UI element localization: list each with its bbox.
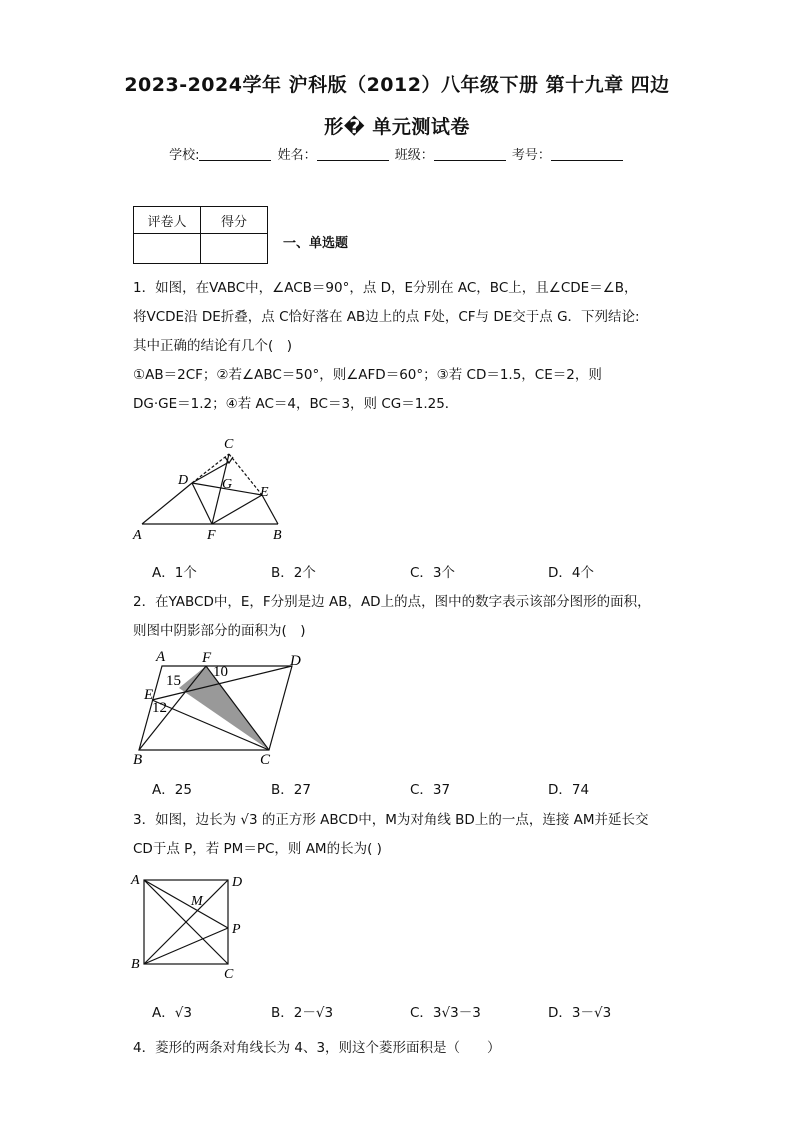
label-c: C	[260, 752, 271, 768]
section-heading: 一、单选题	[283, 236, 349, 251]
school-blank[interactable]	[199, 148, 271, 161]
class-blank[interactable]	[434, 148, 506, 161]
label-f: F	[202, 650, 212, 666]
question-3-line: 3．如图，边长为 √3 的正方形 ABCD中，M为对角线 BD上的一点，连接 AM并延长交	[133, 812, 649, 828]
label-c: C	[224, 437, 234, 452]
segment-df	[192, 483, 212, 524]
q2-option-a[interactable]: A．25	[152, 782, 192, 798]
q3-option-c[interactable]: C．3√3－3	[410, 1005, 481, 1021]
question-1-text	[133, 274, 673, 419]
question-2-line: 则图中阴影部分的面积为( )	[133, 623, 306, 639]
question-2-line: 2．在YABCD中，E，F分别是边 AB，AD上的点，图中的数字表示该部分图形的面积，	[133, 594, 651, 610]
class-label: 班级：	[394, 148, 434, 163]
document-title-line-1: 2023-2024学年 沪科版（2012）八年级下册 第十九章 四边	[124, 74, 670, 96]
q1-option-d[interactable]: D．4个	[548, 565, 594, 581]
question-4-text	[133, 1034, 673, 1063]
q1-option-c[interactable]: C．3个	[410, 565, 456, 581]
label-b: B	[273, 528, 282, 543]
school-label: 学校:	[169, 148, 200, 163]
q3-option-d[interactable]: D．3－√3	[548, 1005, 612, 1021]
question-4-line: 4．菱形的两条对角线长为 4、3，则这个菱形面积是（ ）	[133, 1040, 501, 1056]
score-table	[133, 206, 268, 264]
label-a: A	[133, 528, 142, 543]
segment-ad	[142, 483, 192, 524]
area-number-10: 10	[213, 664, 228, 680]
segment-bp	[144, 928, 228, 964]
question-3-line: CD于点 P，若 PM＝PC，则 AM的长为( )	[133, 841, 382, 857]
question-2-text	[133, 588, 678, 646]
label-e: E	[260, 485, 269, 500]
grader-cell[interactable]	[134, 234, 201, 264]
label-d: D	[290, 653, 301, 669]
exam-number-blank[interactable]	[551, 148, 623, 161]
score-cell[interactable]	[201, 234, 268, 264]
area-number-12: 12	[152, 700, 167, 716]
question-1-line: 其中正确的结论有几个( )	[133, 338, 293, 354]
document-title-line-2: 形� 单元测试卷	[324, 116, 470, 138]
label-p: P	[232, 922, 241, 937]
q2-option-c[interactable]: C．37	[410, 782, 451, 798]
name-label: 姓名：	[277, 148, 317, 163]
area-number-15: 15	[166, 673, 181, 689]
label-a: A	[156, 649, 166, 665]
q2-option-d[interactable]: D．74	[548, 782, 590, 798]
question-1-figure	[128, 432, 288, 544]
student-info-line	[0, 144, 794, 163]
label-c: C	[224, 967, 234, 982]
question-1-line: ①AB＝2CF；②若∠ABC＝50°，则∠AFD＝60°；③若 CD＝1.5，CE＝2，则	[133, 367, 602, 383]
right-angle-mark	[225, 457, 233, 463]
question-3-text	[133, 806, 678, 864]
question-1-line: 将VCDE沿 DE折叠，点 C恰好落在 AB边上的点 F处，CF与 DE交于点 G．下列结论:	[133, 309, 640, 325]
name-blank[interactable]	[317, 148, 389, 161]
question-3-figure	[128, 870, 258, 982]
grader-header: 评卷人	[134, 207, 201, 234]
q1-option-a[interactable]: A．1个	[152, 565, 197, 581]
q3-option-b[interactable]: B．2－√3	[271, 1005, 334, 1021]
label-g: G	[222, 477, 233, 492]
q1-option-b[interactable]: B．2个	[271, 565, 316, 581]
label-m: M	[191, 894, 203, 909]
segment-ap	[144, 880, 228, 928]
question-1-line: DG·GE＝1.2；④若 AC＝4，BC＝3，则 CG＝1.25．	[133, 396, 459, 412]
label-d: D	[178, 473, 189, 488]
label-f: F	[207, 528, 216, 543]
q2-option-b[interactable]: B．27	[271, 782, 311, 798]
exam-number-label: 考号：	[511, 148, 551, 163]
label-b: B	[133, 752, 143, 768]
label-b: B	[131, 957, 140, 972]
question-1-line: 1．如图，在VABC中，∠ACB＝90°，点 D，E分别在 AC，BC上，且∠CDE＝∠B，	[133, 280, 638, 296]
label-e: E	[144, 687, 154, 703]
q3-option-a[interactable]: A．√3	[152, 1005, 192, 1021]
question-2-figure	[128, 648, 313, 770]
segment-fe	[212, 495, 262, 524]
label-a: A	[131, 873, 140, 888]
segment-ce-dashed	[229, 454, 262, 495]
label-d: D	[232, 875, 243, 890]
score-header: 得分	[201, 207, 268, 234]
